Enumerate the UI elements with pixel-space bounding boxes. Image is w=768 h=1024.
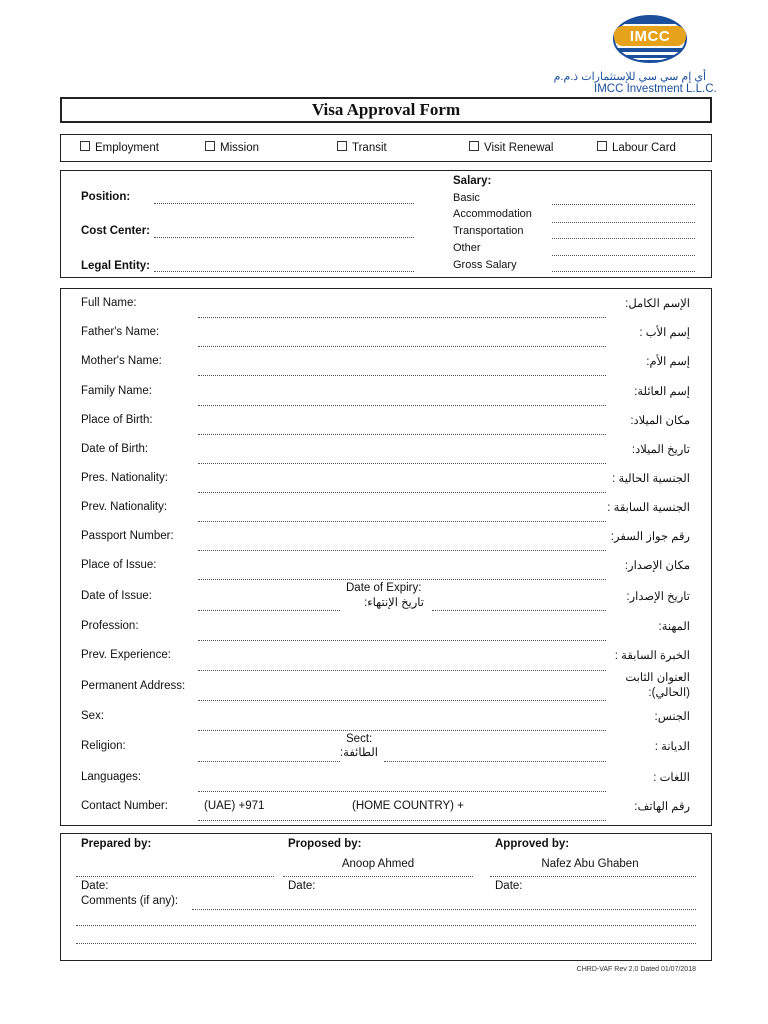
full-name-label-ar: الإسم الكامل: [625, 298, 690, 310]
visit-renewal-label: Visit Renewal [484, 142, 554, 154]
passport-number-field[interactable] [198, 550, 606, 551]
prev-nationality-label-ar: الجنسية السابقة : [607, 502, 690, 514]
approved-by-label: Approved by: [495, 838, 570, 850]
date-of-birth-label: Date of Birth: [81, 443, 149, 455]
gross-salary-label: Gross Salary [453, 259, 517, 271]
cost-center-field[interactable] [154, 237, 414, 238]
labour-card-checkbox[interactable] [597, 141, 607, 151]
date-of-expiry-label: Date of Expiry: [346, 582, 422, 594]
date-of-issue-field[interactable] [198, 610, 340, 611]
contact-number-label-ar: رقم الهاتف: [634, 801, 690, 813]
pres-nationality-field[interactable] [198, 492, 606, 493]
logo-badge-text: IMCC [629, 28, 671, 45]
languages-field[interactable] [198, 791, 606, 792]
form-revision: CHRD-VAF Rev 2.0 Dated 01/07/2018 [576, 966, 696, 973]
cost-center-label: Cost Center: [81, 225, 151, 237]
place-of-birth-label-ar: مكان الميلاد: [630, 415, 690, 427]
profession-field[interactable] [198, 640, 606, 641]
salary-label: Salary: [453, 175, 492, 187]
transit-label: Transit [352, 142, 387, 154]
proposed-by-signature-field[interactable] [283, 876, 473, 877]
prev-experience-label: Prev. Experience: [81, 649, 171, 661]
date-of-birth-label-ar: تاريخ الميلاد: [631, 444, 690, 456]
position-salary-box [60, 170, 712, 278]
contact-uae-prefix: (UAE) +971 [204, 800, 265, 812]
company-name-arabic: أي إم سي سي للإستثمارات ذ.م.م [553, 71, 706, 83]
salary-accommodation-label: Accommodation [453, 208, 532, 220]
comments-field-line-1[interactable] [192, 909, 696, 910]
date-of-expiry-label-ar: تاريخ الإنتهاء: [364, 597, 424, 609]
proposed-by-name: Anoop Ahmed [341, 858, 415, 870]
profession-label-ar: المهنة: [658, 621, 690, 633]
family-name-label-ar: إسم العائلة: [634, 386, 690, 398]
mission-label: Mission [220, 142, 259, 154]
passport-number-label-ar: رقم جواز السفر: [610, 531, 690, 543]
family-name-field[interactable] [198, 405, 606, 406]
comments-field-line-3[interactable] [76, 943, 696, 944]
date-of-issue-label: Date of Issue: [81, 590, 152, 602]
place-of-issue-field[interactable] [198, 579, 606, 580]
date-of-issue-label-ar: تاريخ الإصدار: [626, 591, 690, 603]
company-logo [612, 14, 688, 64]
full-name-label: Full Name: [81, 297, 137, 309]
mothers-name-label-ar: إسم الأم: [646, 356, 690, 368]
place-of-issue-label: Place of Issue: [81, 559, 157, 571]
form-title: Visa Approval Form [311, 100, 461, 119]
full-name-field[interactable] [198, 317, 606, 318]
date-of-expiry-field[interactable] [432, 610, 606, 611]
place-of-birth-field[interactable] [198, 434, 606, 435]
fathers-name-label: Father's Name: [81, 326, 160, 338]
date-of-birth-field[interactable] [198, 463, 606, 464]
mothers-name-field[interactable] [198, 375, 606, 376]
proposed-by-label: Proposed by: [288, 838, 362, 850]
comments-label: Comments (if any): [81, 895, 179, 907]
fathers-name-field[interactable] [198, 346, 606, 347]
permanent-address-label: Permanent Address: [81, 680, 186, 692]
prepared-date-label: Date: [81, 880, 109, 892]
contact-number-label: Contact Number: [81, 800, 168, 812]
fathers-name-label-ar: إسم الأب : [639, 327, 690, 339]
family-name-label: Family Name: [81, 385, 152, 397]
legal-entity-field[interactable] [154, 271, 414, 272]
salary-basic-label: Basic [453, 192, 480, 204]
prev-nationality-label: Prev. Nationality: [81, 501, 168, 513]
employment-checkbox[interactable] [80, 141, 90, 151]
prev-experience-field[interactable] [198, 670, 606, 671]
religion-field[interactable] [198, 761, 340, 762]
position-field[interactable] [154, 203, 414, 204]
transit-checkbox[interactable] [337, 141, 347, 151]
position-label: Position: [81, 191, 131, 203]
profession-label: Profession: [81, 620, 139, 632]
permanent-address-field[interactable] [198, 700, 606, 701]
salary-transportation-label: Transportation [453, 225, 524, 237]
place-of-issue-label-ar: مكان الإصدار: [624, 560, 690, 572]
proposed-date-label: Date: [288, 880, 316, 892]
sex-field[interactable] [198, 730, 606, 731]
contact-number-field[interactable] [198, 820, 606, 821]
approved-by-name: Nafez Abu Ghaben [541, 858, 639, 870]
pres-nationality-label: Pres. Nationality: [81, 472, 168, 484]
prepared-by-signature-field[interactable] [76, 876, 274, 877]
sex-label-ar: الجنس: [654, 711, 690, 723]
approved-by-signature-field[interactable] [490, 876, 696, 877]
permanent-address-label-ar: العنوان الثابت (الحالي): [625, 672, 690, 699]
visit-renewal-checkbox[interactable] [469, 141, 479, 151]
salary-transportation-field[interactable] [552, 238, 695, 239]
salary-other-field[interactable] [552, 255, 695, 256]
employment-label: Employment [95, 142, 159, 154]
passport-number-label: Passport Number: [81, 530, 174, 542]
languages-label-ar: اللغات : [653, 772, 690, 784]
place-of-birth-label: Place of Birth: [81, 414, 153, 426]
prev-experience-label-ar: الخبرة السابقة : [614, 650, 690, 662]
religion-label-ar: الديانة : [654, 741, 690, 753]
sect-field[interactable] [384, 761, 606, 762]
prepared-by-label: Prepared by: [81, 838, 152, 850]
pres-nationality-label-ar: الجنسية الحالية : [612, 473, 690, 485]
salary-other-label: Other [453, 242, 481, 254]
mothers-name-label: Mother's Name: [81, 355, 162, 367]
sect-label: Sect: [346, 733, 373, 745]
salary-basic-field[interactable] [552, 204, 695, 205]
comments-field-line-2[interactable] [76, 925, 696, 926]
labour-card-label: Labour Card [612, 142, 676, 154]
prev-nationality-field[interactable] [198, 521, 606, 522]
salary-accommodation-field[interactable] [552, 222, 695, 223]
sect-label-ar: الطائفة: [339, 747, 378, 759]
sex-label: Sex: [81, 710, 105, 722]
approved-date-label: Date: [495, 880, 523, 892]
religion-label: Religion: [81, 740, 126, 752]
company-name-english: IMCC Investment L.L.C. [594, 83, 717, 95]
contact-home-prefix: (HOME COUNTRY) + [352, 800, 464, 812]
legal-entity-label: Legal Entity: [81, 260, 151, 272]
gross-salary-field[interactable] [552, 271, 695, 272]
mission-checkbox[interactable] [205, 141, 215, 151]
languages-label: Languages: [81, 771, 142, 783]
